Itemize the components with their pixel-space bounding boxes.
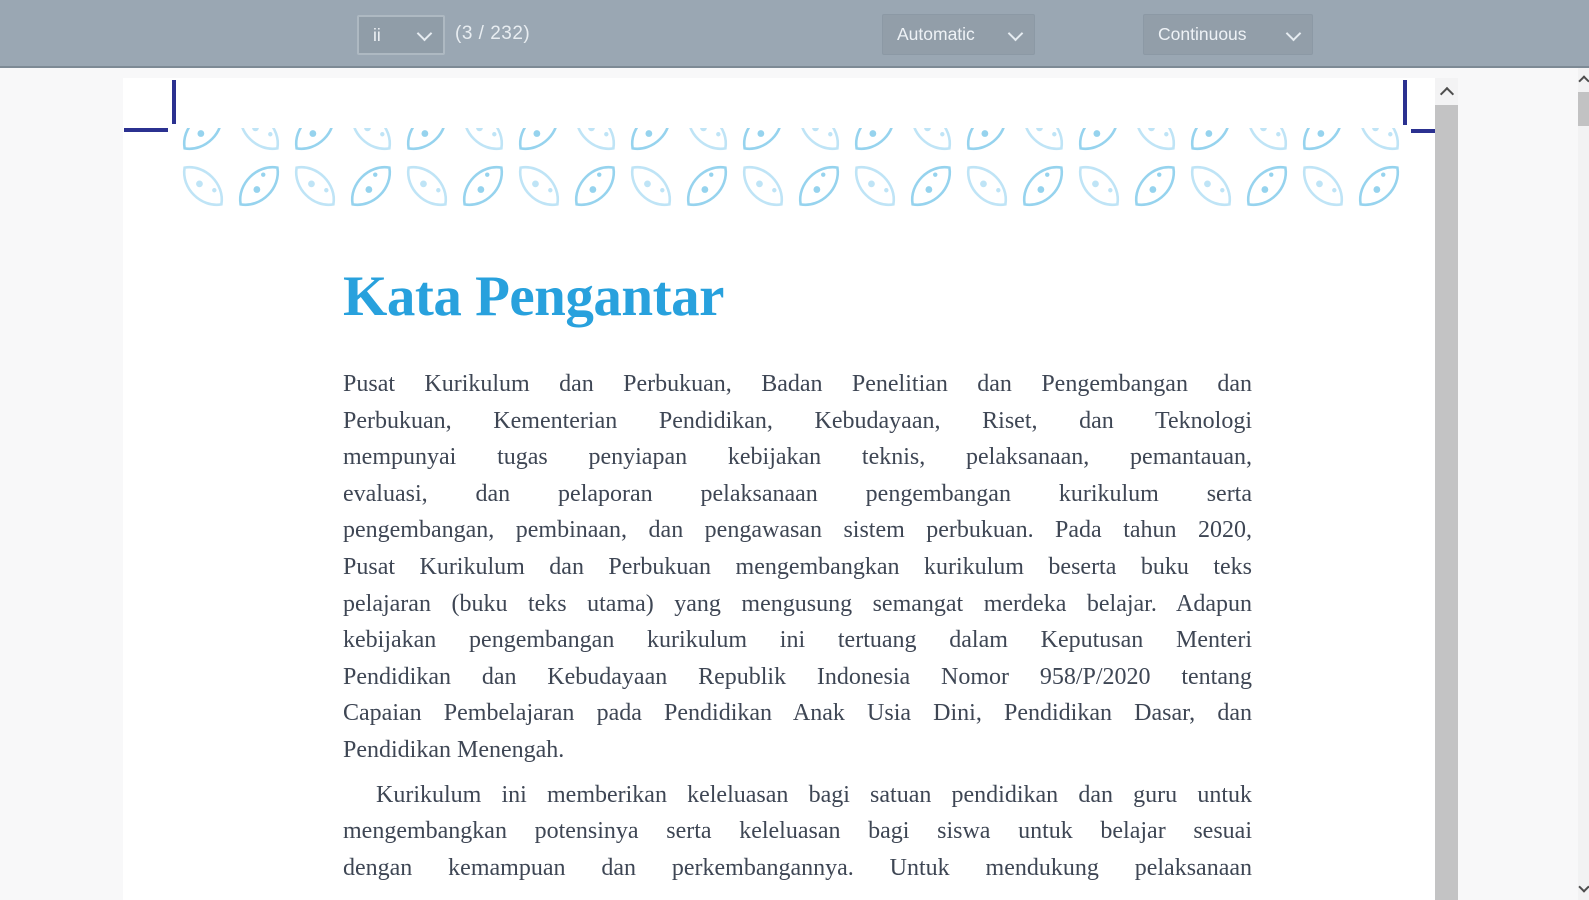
text-line: Pusat Kurikulum dan Perbukuan mengembangkan kurikulum beserta buku teks [343,553,1252,580]
batik-pattern-band [175,128,1403,213]
scroll-mode-value: Continuous [1158,24,1247,44]
page-number-value: ii [373,24,381,45]
zoom-mode-value: Automatic [897,24,975,44]
viewer-area [0,68,1589,900]
crop-mark-right-horizontal [1411,129,1435,133]
text-line: kebijakan pengembangan kurikulum ini tertuang dalam Keputusan Menteri [343,627,1252,654]
text-line: Perbukuan, Kementerian Pendidikan, Kebudayaan, Riset, dan Teknologi [343,407,1252,434]
crop-mark-left-vertical [172,80,176,124]
chevron-down-icon [1008,25,1024,41]
scroll-mode-select[interactable] [1143,14,1313,55]
crop-mark-right-vertical [1403,80,1407,125]
text-line: evaluasi, dan pelaporan pelaksanaan pengembangan kurikulum serta [343,480,1252,507]
chevron-up-icon [1439,86,1453,100]
page-count-label: (3 / 232) [455,23,531,44]
text-line: dengan kemampuan dan perkembangannya. Untuk mendukung pelaksanaan [343,854,1252,881]
paragraph [343,777,1252,887]
document-body [343,366,1252,886]
text-line: Pusat Kurikulum dan Perbukuan, Badan Penelitian dan Pengembangan dan [343,371,1252,397]
chevron-up-icon [1578,75,1589,86]
scrollbar-thumb[interactable] [1435,105,1458,900]
window-scrollbar[interactable] [1578,68,1589,900]
text-line: Kurikulum ini memberikan keleluasan bagi satuan pendidikan dan guru untuk [376,781,1252,808]
text-line: Pendidikan dan Kebudayaan Republik Indonesia Nomor 958/P/2020 tentang [343,663,1252,690]
crop-mark-left-horizontal [124,128,168,132]
text-line: Capaian Pembelajaran pada Pendidikan Anak Usia Dini, Pendidikan Dasar, dan [343,700,1252,727]
chevron-down-icon [1578,881,1589,892]
chevron-down-icon [417,26,433,42]
text-line: pelajaran (buku teks utama) yang mengusung semangat merdeka belajar. Adapun [343,590,1252,617]
text-line: pengembangan, pembinaan, dan pengawasan sistem perbukuan. Pada tahun 2020, [343,517,1252,544]
text-line: mempunyai tugas penyiapan kebijakan teknis, pelaksanaan, pemantauan, [343,444,1252,471]
scrollbar-thumb[interactable] [1578,92,1589,126]
paragraph [343,366,1252,769]
pdf-toolbar [0,0,1589,68]
document-scrollbar[interactable] [1435,78,1458,900]
page-number-select[interactable] [357,15,445,55]
document-page [123,78,1435,900]
scroll-up-button[interactable] [1435,78,1458,105]
text-line: Pendidikan Menengah. [343,736,565,763]
page-title: Kata Pengantar [343,265,724,328]
chevron-down-icon [1286,25,1302,41]
zoom-mode-select[interactable] [882,14,1035,55]
scroll-down-button[interactable] [1578,880,1589,898]
text-line: mengembangkan potensinya serta keleluasan bagi siswa untuk belajar sesuai [343,818,1252,845]
scroll-up-button[interactable] [1578,70,1589,88]
